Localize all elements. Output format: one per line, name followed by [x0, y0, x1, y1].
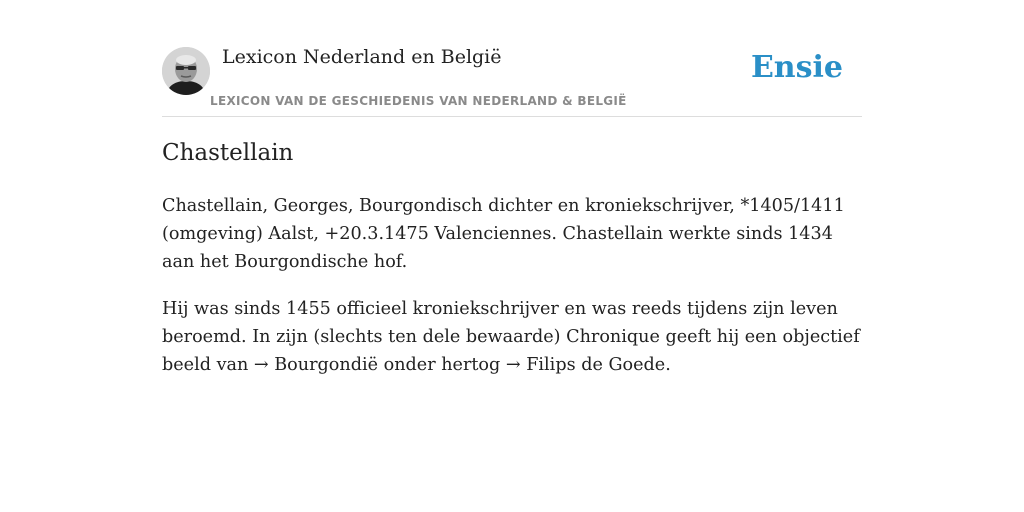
lexicon-subtitle: LEXICON VAN DE GESCHIEDENIS VAN NEDERLAND & BELGIË — [210, 94, 627, 108]
author-avatar[interactable] — [162, 47, 210, 95]
paragraph-2-text-1: Hij was sinds 1455 officieel kroniekschrijver en was reeds tijdens zijn leven beroemd. In zijn (slechts ten dele bewaarde) Chronique geeft hij een objectief beeld van — [162, 299, 860, 375]
paragraph-2-text-3: . — [665, 355, 671, 375]
article-paragraph-2 — [162, 295, 867, 379]
article-title: Chastellain — [162, 140, 294, 166]
link-filips-de-goede[interactable]: → Filips de Goede — [505, 355, 666, 375]
lexicon-title[interactable]: Lexicon Nederland en België — [222, 46, 502, 68]
page-container — [162, 0, 862, 375]
avatar-portrait-icon — [162, 47, 210, 95]
paragraph-2-text-2: onder hertog — [378, 355, 506, 375]
lexicon-header — [162, 0, 862, 117]
ensie-logo-link[interactable]: Ensie — [750, 50, 843, 85]
article-paragraph-1: Chastellain, Georges, Bourgondisch dichter en kroniekschrijver, *1405/1411 (omgeving) Aalst, +20.3.1475 Valenciennes. Chastellain werkte sinds 1434 aan het Bourgondische hof. — [162, 196, 845, 272]
link-bourgondie[interactable]: → Bourgondië — [253, 355, 379, 375]
